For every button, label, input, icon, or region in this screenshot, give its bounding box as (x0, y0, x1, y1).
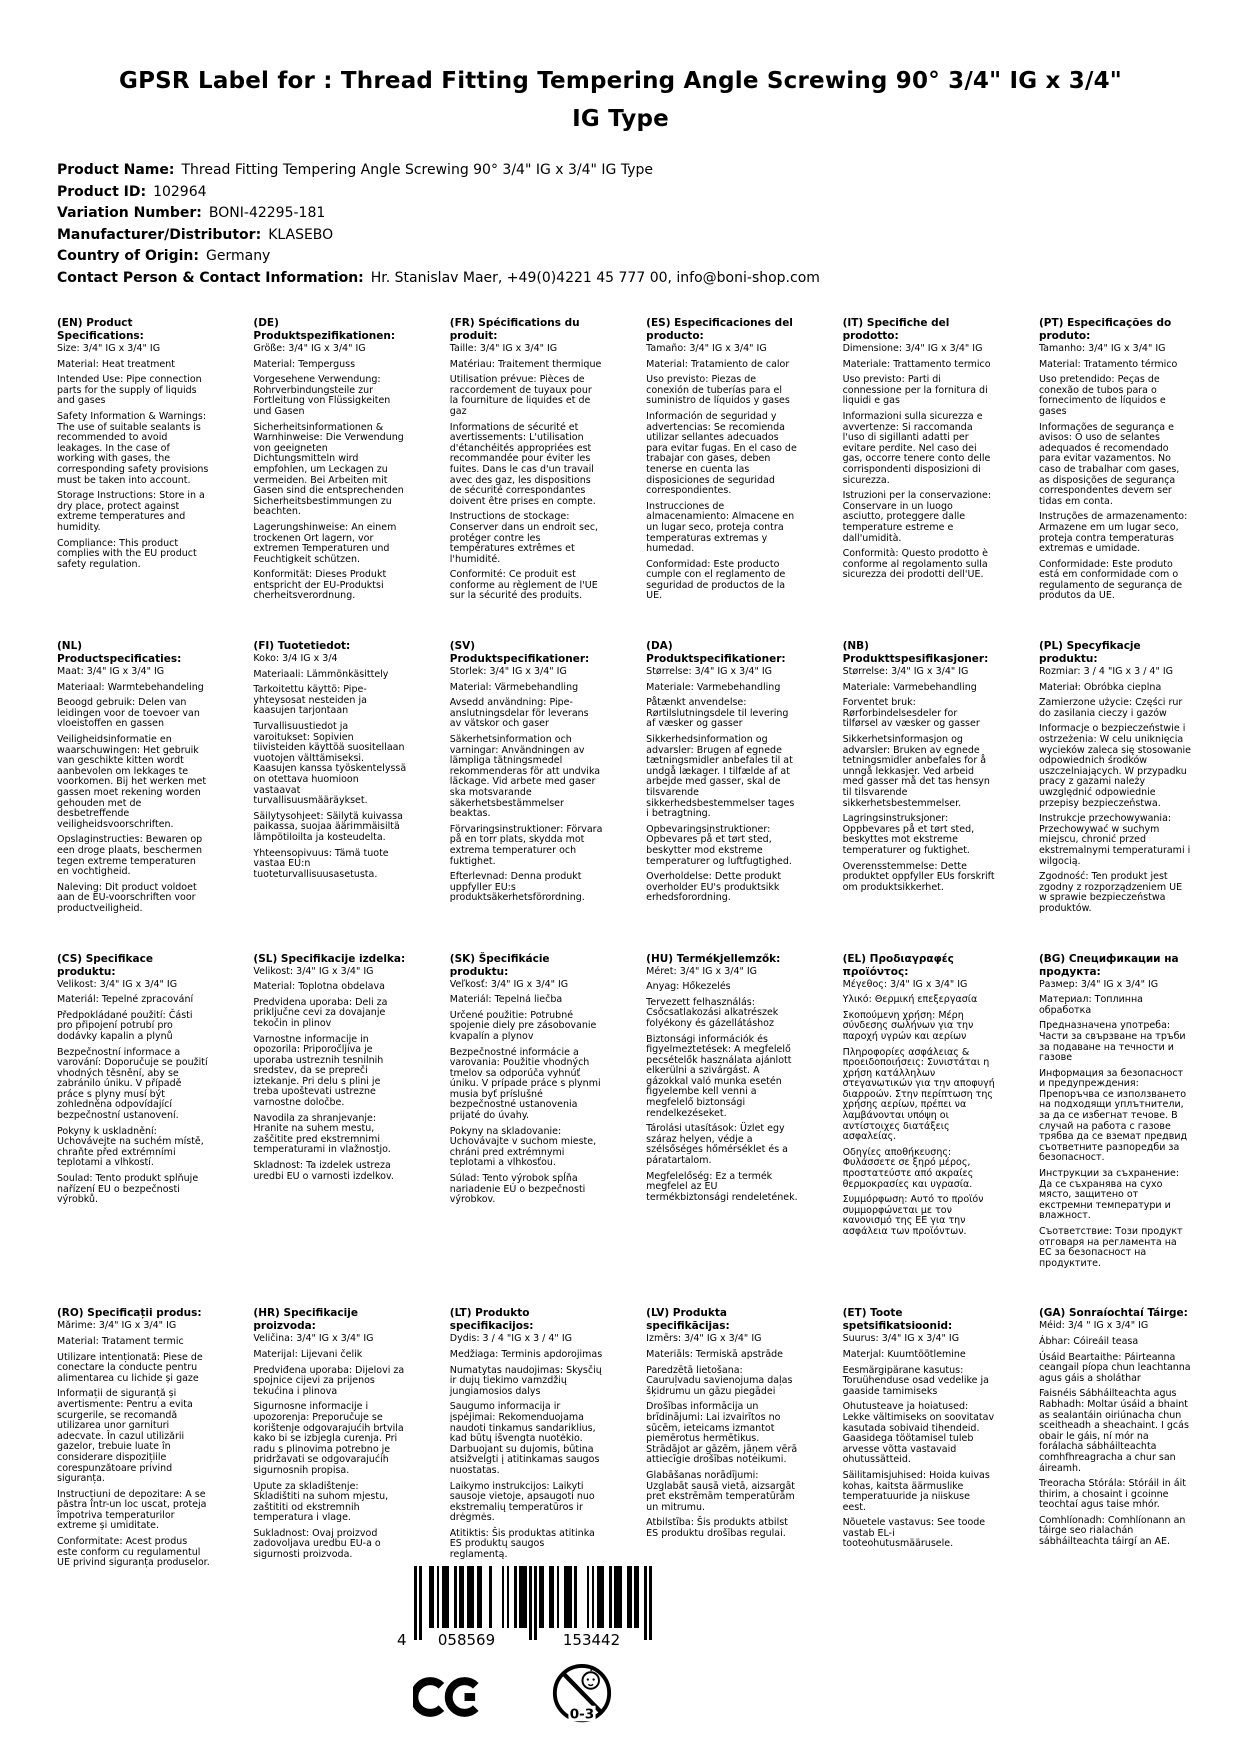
spec-paragraph: Soulad: Tento produkt splňuje nařízení EU o bezpečnosti výrobků. (57, 1173, 199, 1206)
spec-header: (GA) Sonraíochtaí Táirge: (1038, 1307, 1188, 1320)
spec-paragraph: Материал: Топлинна обработка (1038, 994, 1143, 1016)
spec-paragraph: Avsedd användning: Pipe-anslutningsdelar för leverans av vätskor och gaser (449, 697, 589, 730)
spec-paragraph: Bezpečnostní informace a varování: Doporučuje se použití vhodných těsnění, aby se zabránilo úniku. V případě práce s plyny musí být zohledněna odpovídající bezpečnostní ustanovení. (57, 1046, 208, 1122)
spec-paragraph: Инструкции за съхранение: Да се съхранява на сухо място, защитено от екстремни температури и влажност. (1038, 1168, 1180, 1222)
product-name-label: Product Name: (57, 162, 175, 178)
spec-paragraph: Opbevaringsinstruktioner: Opbevares på et tørt sted, beskytter mod ekstreme temperaturer og luftfugtighed. (646, 823, 792, 867)
spec-paragraph: Οδηγίες αποθήκευσης: Φυλάσσετε σε ξηρό μέρος, προστατεύστε από ακραίες θερμοκρασίες και υγρασία. (842, 1146, 974, 1190)
spec-paragraph: Material: Tratamiento de calor (646, 358, 790, 370)
product-id-value: 102964 (153, 183, 207, 200)
contact-value: Hr. Stanislav Maer, +49(0)4221 45 777 00, info@boni-shop.com (370, 269, 820, 286)
spec-paragraph: Materiale: Trattamento termico (842, 358, 991, 370)
barcode-bars (414, 1566, 652, 1640)
spec-paragraph: Størrelse: 3/4" IG x 3/4" IG (646, 666, 773, 678)
spec-paragraph: Съответствие: Този продукт отговаря на регламента на ЕС за безопасност на продуктите. (1038, 1226, 1183, 1269)
spec-paragraph: Säkerhetsinformation och varningar: Användningen av lämpliga tätningsmedel rekommenderas för att undvika läckage. Vid arbete med gaser ska motsvarande säkerhetsbestämmelser beaktas. (449, 734, 601, 820)
spec-paragraph: Intended Use: Pipe connection parts for the supply of liquids and gases (57, 374, 202, 407)
spec-paragraph: Predviđena uporaba: Dijelovi za spojnice cijevi za prijenos tekućina i plinova (253, 1364, 405, 1397)
spec-paragraph: Izmērs: 3/4" IG x 3/4" IG (646, 1333, 762, 1345)
spec-paragraph: Biztonsági információk és figyelmeztetések: A megfelelő pecsételők használata ajánlott elkerülni a szivárgást. A gázokkal való munka esetén figyelembe kell venni a megfelelő biztonsági rendelkezéseket. (646, 1033, 792, 1119)
spec-paragraph: Efterlevnad: Denna produkt uppfyller EU:s produktsäkerhetsförordning. (449, 871, 585, 904)
product-info (57, 160, 1241, 289)
product-info-row (57, 225, 1241, 247)
spec-paragraph: Uso previsto: Parti di connessione per la fornitura di liquidi e gas (842, 374, 988, 407)
spec-paragraph: Forventet bruk: Rørforbindelsesdeler for tilførsel av væsker og gasser (842, 697, 980, 730)
spec-paragraph: Navodila za shranjevanje: Hranite na suhem mestu, zaščitite pred ekstremnimi temperaturami in vlažnostjo. (253, 1112, 391, 1156)
spec-paragraph: Dydis: 3 / 4 "IG x 3 / 4" IG (449, 1333, 572, 1345)
spec-header: (SV) Produktspecifikationer: (449, 640, 590, 666)
spec-paragraph: Informații de siguranță și avertismente: Pentru a evita scurgerile, se recomandă utilizarea unor garnituri adecvate. În cazul utilizării gazelor, trebuie luate în considerare dispozițiile corespunzătoare privind siguranța. (57, 1388, 193, 1485)
spec-paragraph: Materiál: Tepelná liečba (449, 994, 563, 1006)
spec-paragraph: Veľkosť: 3/4" IG x 3/4" IG (449, 978, 569, 990)
spec-paragraph: Conformidade: Este produto está em conformidade com o regulamento de segurança de produtos da UE. (1038, 558, 1183, 602)
spec-paragraph: Súlad: Tento výrobok spĺňa nariadenie EÚ o bezpečnosti výrobkov. (449, 1173, 586, 1206)
spec-paragraph: Materijal: Lijevani čelik (253, 1348, 363, 1360)
barcode-digits-left: 058569 (437, 1631, 496, 1649)
spec-paragraph: Drošības informācija un brīdinājumi: Lai izvairītos no sūcēm, ieteicams izmantot piemērotus hermētikus. Strādājot ar gāzēm, jāņem vērā attiecīgie drošības noteikumi. (646, 1401, 798, 1466)
spec-header: (ES) Especificaciones del producto: (646, 317, 793, 342)
spec-paragraph: Předpokládané použití: Části pro připojení potrubí pro dodávky kapalin a plynů (57, 1009, 193, 1042)
spec-paragraph: Informazioni sulla sicurezza e avvertenze: Si raccomanda l'uso di sigillanti adatti per evitare perdite. Nel caso dei gas, occorre tenere conto delle corrispondenti disposizioni di sicurezza. (842, 410, 991, 486)
spec-paragraph: Size: 3/4" IG x 3/4" IG (57, 343, 161, 354)
spec-paragraph: Méret: 3/4" IG x 3/4" IG (646, 965, 758, 977)
barcode-digits-right: 153442 (562, 1631, 621, 1649)
spec-block-pt (1039, 317, 1192, 602)
product-info-row (57, 268, 1241, 290)
spec-header: (IT) Specifiche del prodotto: (842, 317, 950, 342)
spec-paragraph: Sigurnosne informacije i upozorenja: Preporučuje se korištenje odgovarajućih brtvila kako bi se izbjegla curenja. Pri radu s plinovima potrebno je pridržavati se odgovarajućih sigurnosnih propisa. (253, 1401, 404, 1476)
spec-block-da (646, 640, 799, 914)
spec-paragraph: Laikymo instrukcijos: Laikyti sausoje vietoje, apsaugoti nuo ekstremalių temperatūros ir drėgmės. (449, 1480, 595, 1524)
spec-paragraph: Предназначена употреба: Части за свързване на тръби за подаване на течности и газове (1038, 1020, 1186, 1064)
spec-paragraph: Utilizare intenționată: Piese de conectare la conducte pentru alimentarea cu lichide și gaze (57, 1351, 203, 1384)
spec-paragraph: Pokyny na skladovanie: Uchovávajte v suchom mieste, chráni pred extrémnymi teplotami a vlhkosťou. (449, 1125, 597, 1169)
spec-paragraph: Úsáid Beartaithe: Páirteanna ceangail píopa chun leachtanna agus gáis a sholáthar (1038, 1351, 1191, 1384)
spec-paragraph: Medžiaga: Terminis apdorojimas (449, 1348, 603, 1360)
barcode-module (649, 1566, 652, 1640)
spec-paragraph: Material: Toplotna obdelava (253, 981, 385, 993)
spec-header: (LT) Produkto specifikacijos: (449, 1307, 534, 1333)
spec-paragraph: Förvaringsinstruktioner: Förvara på en torr plats, skydda mot extrema temperaturer och fuktighet. (449, 823, 603, 867)
spec-paragraph: Tarkoitettu käyttö: Pipe-yhteysosat nesteiden ja kaasujen tarjontaan (253, 684, 367, 717)
spec-header: (PT) Especificações do produto: (1038, 317, 1172, 342)
spec-header: (CS) Specifikace produktu: (57, 952, 153, 978)
spec-paragraph: Material: Heat treatment (57, 358, 176, 370)
spec-paragraph: Safety Information & Warnings: The use of suitable sealants is recommended to avoid leakages. In the case of working with gases, the corresponding safety provisions must be taken into account. (57, 410, 209, 486)
spec-paragraph: Treoracha Stórála: Stóráil in áit thirim, a chosaint i gcoinne teochtaí agus taise mhór. (1038, 1478, 1186, 1511)
spec-paragraph: Nõuetele vastavus: See toode vastab EL-i tooteohutusmäärusele. (842, 1517, 986, 1550)
product-name-value: Thread Fitting Tempering Angle Screwing 90° 3/4" IG x 3/4" IG Type (181, 162, 654, 178)
spec-header: (DE) Produktspezifikationen: (253, 317, 396, 342)
spec-block-nb (843, 640, 996, 914)
spec-header: (LV) Produkta specifikācijas: (646, 1307, 730, 1333)
spec-paragraph: Sicherheitsinformationen & Warnhinweise: Die Verwendung von geeigneten Dichtungsmitteln wird empfohlen, um Leckagen zu vermeiden. Bei Arbeiten mit Gasen sind die entsprechenden Sicherheitsbestimmungen zu beachten. (253, 421, 404, 518)
spec-paragraph: Påtænkt anvendelse: Rørtilslutningsdele til levering af væsker og gasser (646, 697, 789, 730)
spec-block-bg (1039, 953, 1192, 1270)
manufacturer-label: Manufacturer/Distributor: (57, 226, 262, 243)
spec-paragraph: Beoogd gebruik: Delen van leidingen voor de toevoer van vloeistoffen en gassen (57, 697, 200, 730)
spec-paragraph: Velikost: 3/4" IG x 3/4" IG (57, 978, 178, 990)
spec-paragraph: Storage Instructions: Store in a dry place, protect against extreme temperatures and humidity. (57, 490, 205, 533)
spec-header: (SL) Specifikacije izdelka: (253, 952, 406, 965)
spec-block-sv (450, 640, 603, 914)
spec-paragraph: Atitiktis: Šis produktas atitinka ES produktų saugos reglamentą. (449, 1527, 595, 1561)
spec-paragraph: Größe: 3/4" IG x 3/4" IG (253, 343, 366, 354)
spec-paragraph: Συμμόρφωση: Αυτό το προϊόν συμμορφώνεται με τον κανονισμό της ΕΕ για την ασφάλεια των προϊόντων. (842, 1194, 984, 1237)
spec-paragraph: Materiał: Obróbka cieplna (1038, 681, 1162, 693)
spec-block-lv (646, 1307, 799, 1568)
spec-paragraph: Sikkerhedsinformation og advarsler: Brugen af egnede tætningsmidler anbefales til at undgå lækager. I tilfælde af at arbejde med gasser, skal de tilsvarende sikkerhedsbestemmelser tages i betragtning. (646, 734, 795, 820)
product-info-row (57, 203, 1241, 225)
spec-paragraph: Konformität: Dieses Produkt entspricht der EU-Produktsi cherheitsverordnung. (253, 569, 387, 602)
spec-paragraph: Vorgesehene Verwendung: Rohrverbindungsteile zur Fortleitung von Flüssigkeiten und Gasen (253, 374, 391, 417)
spec-block-it (843, 317, 996, 602)
contact-label: Contact Person & Contact Information: (57, 269, 364, 286)
spec-block-lt (450, 1307, 603, 1568)
spec-paragraph: Eesmärgipärane kasutus: Toruühenduse osad vedelike ja gaaside tamimiseks (842, 1364, 990, 1397)
spec-paragraph: Conformité: Ce produit est conforme au règlement de l'UE sur la sécurité des produits. (449, 569, 598, 602)
spec-paragraph: Mărime: 3/4" IG x 3/4" IG (57, 1320, 177, 1332)
spec-paragraph: Materiāls: Termiskā apstrāde (646, 1348, 784, 1360)
spec-paragraph: Πληροφορίες ασφάλειας & προειδοποιήσεις: Συνιστάται η χρήση κατάλληλων στεγανωτικών για την αποφυγή διαρροών. Στην περίπτωση της χρήσης αερίων, πρέπει να λαμβάνονται υπόψη οι αντίστοιχες διατάξεις ασφαλείας. (842, 1046, 995, 1143)
spec-paragraph: Tamaño: 3/4" IG x 3/4" IG (646, 343, 767, 354)
spec-paragraph: Material: Tratament termic (57, 1335, 184, 1347)
spec-header: (BG) Спецификации на продукта: (1038, 952, 1179, 978)
spec-block-hu (646, 953, 799, 1270)
spec-paragraph: Ohutusteave ja hoiatused: Lekke vältimiseks on soovitatav kasutada sobivaid tihendeid. Gaasidega töötamisel tuleb arvesse võtta vastavaid ohutussätteid. (842, 1401, 995, 1466)
spec-paragraph: Overholdelse: Dette produkt overholder EU's produktsikk erhedsforordning. (646, 871, 782, 904)
spec-paragraph: Informations de sécurité et avertissements: L'utilisation d'étanchéités appropriées est recommandée pour éviter les fuites. Dans le cas d'un travail avec des gaz, les dispositions de sécurité correspondantes doivent être prises en compte. (449, 421, 596, 507)
spec-paragraph: Materiaali: Lämmönkäsittely (253, 668, 389, 680)
spec-paragraph: Säilitamisjuhised: Hoida kuivas kohas, kaitsta äärmuslike temperatuuride ja niiskuse eest. (842, 1469, 990, 1513)
spec-paragraph: Naleving: Dit product voldoet aan de EU-voorschriften voor productveiligheid. (57, 881, 197, 914)
spec-header: (DA) Produktspecifikationer: (646, 640, 786, 666)
spec-block-ro (57, 1307, 210, 1568)
spec-paragraph: Material: Värmebehandling (449, 681, 579, 693)
spec-paragraph: Istruzioni per la conservazione: Conservare in un luogo asciutto, proteggere dalle temperature estreme e dall'umidità. (842, 490, 992, 544)
spec-paragraph: Opslaginstructies: Bewaren op een droge plaats, beschermen tegen extreme temperaturen en vochtigheid. (57, 834, 203, 878)
baby-face-icon (582, 1672, 598, 1688)
product-id-label: Product ID: (57, 183, 147, 200)
spec-paragraph: Materiale: Varmebehandling (646, 681, 781, 693)
spec-paragraph: Koko: 3/4 IG x 3/4 (253, 653, 338, 665)
spec-paragraph: Conformità: Questo prodotto è conforme al regolamento sulla sicurezza dei prodotti dell'UE. (842, 548, 988, 581)
spec-block-sl (253, 953, 406, 1270)
spec-paragraph: Informacje o bezpieczeństwie i ostrzeżenia: W celu uniknięcia wycieków zaleca się stosowanie odpowiednich środków uszczelniających. W przypadku pracy z gazami należy uwzględnić odpowiednie przepisy bezpieczeństwa. (1038, 723, 1191, 809)
variation-number-label: Variation Number: (57, 205, 202, 221)
spec-paragraph: Ábhar: Cóireáil teasa (1038, 1335, 1139, 1347)
spec-block-de (253, 317, 406, 602)
spec-paragraph: Storlek: 3/4" IG x 3/4" IG (449, 666, 567, 678)
spec-header: (HR) Specifikacije proizvoda: (253, 1307, 358, 1333)
spec-paragraph: Veličina: 3/4" IG x 3/4" IG (253, 1333, 374, 1345)
spec-paragraph: Veiligheidsinformatie en waarschuwingen: Het gebruik van geschikte kitten wordt aanbevolen om lekkages te voorkomen. Bij het werken met gassen moet rekening worden gehouden met de desbetreffende veiligheidsvoorschriften. (57, 734, 207, 830)
spec-paragraph: Conformitate: Acest produs este conform cu regulamentul UE privind siguranța produselor. (57, 1536, 210, 1569)
spec-paragraph: Dimensione: 3/4" IG x 3/4" IG (842, 343, 983, 354)
ce-mark-icon (413, 1670, 487, 1728)
product-info-row (57, 160, 1241, 182)
spec-paragraph: Yhteensopivuus: Tämä tuote vastaa EU:n tuoteturvallisuusasetusta. (253, 847, 389, 880)
spec-paragraph: Skladnost: Ta izdelek ustreza uredbi EU o varnosti izdelkov. (253, 1160, 394, 1182)
product-info-row (57, 246, 1241, 268)
spec-paragraph: Σκοπούμενη χρήση: Μέρη σύνδεσης σωλήνων για την παροχή υγρών και αερίων (842, 1009, 974, 1042)
barcode-digit-lead: 4 (397, 1631, 407, 1649)
spec-paragraph: Anyag: Hőkezelés (646, 981, 731, 993)
variation-number-value: BONI-42295-181 (208, 205, 326, 221)
spec-paragraph: Bezpečnostné informácie a varovania: Použitie vhodných tmelov sa odporúča vyhnúť úniku. V prípade práce s plynmi musia byť príslušné bezpečnostné ustanovenia prijaté do úvahy. (449, 1046, 601, 1122)
spec-block-fr (450, 317, 603, 602)
spec-block-cs (57, 953, 210, 1270)
spec-header: (SK) Špecifikácie produktu: (449, 952, 550, 978)
country-of-origin-value: Germany (206, 248, 271, 264)
spec-paragraph: Material: Tratamento térmico (1038, 358, 1178, 370)
age-warning-label: 0-3 (569, 1706, 595, 1723)
spec-block-en (57, 317, 210, 602)
spec-paragraph: Conformidad: Este producto cumple con el reglamento de seguridad de productos de la UE. (646, 558, 786, 602)
page-title: GPSR Label for : Thread Fitting Tempering Angle Screwing 90° 3/4" IG x 3/4" IG Type (119, 68, 1122, 132)
spec-paragraph: Utilisation prévue: Pièces de raccordement de tuyaux pour la fourniture de liquides et de gaz (449, 374, 592, 417)
spec-block-pl (1039, 640, 1192, 914)
spec-paragraph: Numatytas naudojimas: Skysčių ir dujų tiekimo vamzdžių jungiamosios dalys (449, 1364, 602, 1397)
spec-paragraph: Lagerungshinweise: An einem trockenen Ort lagern, vor extremen Temperaturen und Feuchtigkeit schützen. (253, 521, 397, 565)
spec-paragraph: Určené použitie: Potrubné spojenie diely pre zásobovanie kvapalín a plynov (449, 1009, 597, 1042)
spec-paragraph: Saugumo informacija ir įspėjimai: Rekomenduojama naudoti tinkamus sandariklius, kad būtų išvengta nuotėkio. Darbuojant su dujomis, būtina atsižvelgti į atitinkamas saugos nuostatas. (449, 1401, 600, 1476)
spec-paragraph: Rozmiar: 3 / 4 "IG x 3 / 4" IG (1038, 666, 1174, 678)
spec-paragraph: Turvallisuustiedot ja varoitukset: Sopivien tiivisteiden käyttöä suositellaan vuotojen välttämiseksi. Kaasujen kanssa työskentelyssä on otettava huomioon vastaavat turvallisuusmääräykset. (253, 721, 407, 807)
spec-paragraph: Upute za skladištenje: Skladištiti na suhom mjestu, zaštititi od ekstremnih temperatura i vlage. (253, 1480, 389, 1524)
spec-block-nl (57, 640, 210, 914)
spec-paragraph: Zgodność: Ten produkt jest zgodny z rozporządzeniem UE w sprawie bezpieczeństwa produktów. (1038, 871, 1183, 914)
spec-paragraph: Información de seguridad y advertencias: Se recomienda utilizar sellantes adecuados para evitar fugas. En el caso de trabajar con gases, deben tenerse en cuenta las disposiciones de seguridad correspondientes. (646, 410, 797, 497)
country-of-origin-label: Country of Origin: (57, 248, 199, 264)
spec-header: (ET) Toote spetsifikatsioonid: (842, 1307, 953, 1333)
spec-paragraph: Materjal: Kuumtöötlemine (842, 1348, 966, 1360)
spec-paragraph: Υλικό: Θερμική επεξεργασία (842, 994, 978, 1006)
spec-paragraph: Taille: 3/4" IG x 3/4" IG (449, 343, 558, 354)
spec-paragraph: Säilytysohjeet: Säilytä kuivassa paikassa, suojaa äärimmäisiltä lämpötiloilta ja kosteudelta. (253, 810, 403, 843)
spec-paragraph: Uso pretendido: Peças de conexão de tubos para o fornecimento de líquidos e gases (1038, 374, 1166, 417)
spec-paragraph: Instrukcje przechowywania: Przechowywać w suchym miejscu, chronić przed ekstremalnymi temperaturami i wilgocią. (1038, 813, 1191, 867)
spec-block-el (843, 953, 996, 1270)
spec-paragraph: Glabāšanas norādījumi: Uzglabāt sausā vietā, aizsargāt pret ekstrēmām temperatūrām un mitrumu. (646, 1469, 796, 1513)
spec-paragraph: Megfelelőség: Ez a termék megfelel az EU termékbiztonsági rendeletének. (646, 1170, 798, 1203)
spec-paragraph: Μέγεθος: 3/4" IG x 3/4" IG (842, 978, 968, 990)
spec-paragraph: Predvidena uporaba: Deli za priključne cevi za dovajanje tekočin in plinov (253, 996, 388, 1029)
spec-block-et (843, 1307, 996, 1568)
spec-header: (EL) Προδιαγραφές προϊόντος: (842, 952, 954, 978)
spec-paragraph: Sikkerhetsinformasjon og advarsler: Bruken av egnede tetningsmidler anbefales for å unngå lekkasjer. Ved arbeid med gasser må det tas hensyn til tilsvarende sikkerhetsbestemmelser. (842, 734, 990, 809)
manufacturer-value: KLASEBO (268, 226, 334, 243)
spec-paragraph: Instrucțiuni de depozitare: A se păstra într-un loc uscat, proteja împotriva temperaturilor extreme și umiditate. (57, 1488, 207, 1532)
spec-paragraph: Velikost: 3/4" IG x 3/4" IG (253, 965, 374, 977)
spec-header: (HU) Termékjellemzők: (646, 952, 781, 965)
spec-paragraph: Materiál: Tepelné zpracování (57, 994, 194, 1006)
spec-paragraph: Tervezett felhasználás: Csőcsatlakozási alkatrészek folyékony és gázellátáshoz (646, 996, 779, 1029)
spec-paragraph: Materiale: Varmebehandling (842, 681, 977, 693)
spec-paragraph: Suurus: 3/4" IG x 3/4" IG (842, 1333, 960, 1345)
spec-paragraph: Instructions de stockage: Conserver dans un endroit sec, protéger contre les températures extrêmes et l'humidité. (449, 511, 599, 565)
spec-paragraph: Instruções de armazenamento: Armazene em um lugar seco, proteja contra temperaturas extremas e umidade. (1038, 511, 1188, 555)
spec-header: (EN) Product Specifications: (57, 317, 144, 342)
spec-paragraph: Compliance: This product complies with the EU product safety regulation. (57, 537, 197, 570)
barcode (397, 1566, 652, 1649)
spec-paragraph: Размер: 3/4" IG x 3/4" IG (1038, 978, 1159, 990)
spec-paragraph: Maat: 3/4" IG x 3/4" IG (57, 666, 165, 678)
spec-header: (NL) Productspecificaties: (57, 640, 182, 666)
spec-paragraph: Sukladnost: Ovaj proizvod zadovoljava uredbu EU-a o sigurnosti proizvoda. (253, 1527, 381, 1561)
spec-block-hr (253, 1307, 406, 1568)
spec-paragraph: Overensstemmelse: Dette produktet oppfyller EUs forskrift om produktsikkerhet. (842, 860, 995, 893)
spec-paragraph: Instrucciones de almacenamiento: Almacene en un lugar seco, proteja contra temperaturas extremas y humedad. (646, 500, 795, 555)
spec-paragraph: Информация за безопасност и предупреждения: Препоръчва се използването на подходящи уплътнители, за да се избегнат течове. В случай на работа с газове трябва да се вземат предвид съответните разпоредби за безопасност. (1038, 1067, 1188, 1164)
spec-paragraph: Paredzētā lietošana: Cauruļvadu savienojuma daļas šķidrumu un gāzu piegādei (646, 1364, 793, 1397)
spec-header: (RO) Specificații produs: (57, 1307, 202, 1320)
spec-paragraph: Atbilstība: Šis produkts atbilst ES produktu drošības regulai. (646, 1517, 788, 1539)
barcode-digits (397, 1631, 652, 1649)
spec-paragraph: Størrelse: 3/4" IG x 3/4" IG (842, 666, 969, 678)
spec-paragraph: Informações de segurança e avisos: O uso de selantes adequados é recomendado para evitar vazamentos. No caso de trabalhar com gases, as disposições de segurança correspondentes devem ser tidas em conta. (1038, 421, 1180, 507)
spec-paragraph: Materiaal: Warmtebehandeling (57, 681, 204, 693)
spec-paragraph: Méid: 3/4 " IG x 3/4" IG (1038, 1320, 1149, 1332)
spec-block-es (646, 317, 799, 602)
age-warning-0-3-icon (550, 1658, 614, 1740)
spec-paragraph: Zamierzone użycie: Części rur do zasilania cieczy i gazów (1038, 697, 1183, 719)
spec-header: (FR) Spécifications du produit: (449, 317, 580, 342)
spec-paragraph: Faisnéis Sábháilteachta agus Rabhadh: Moltar úsáid a bhaint as sealantáin oiriúnacha chun sceitheadh a sheachaint. I gcás obair le gáis, ní mór na forálacha sábháilteachta comhfhreagracha a chur san áireamh. (1038, 1388, 1189, 1474)
spec-header: (FI) Tuotetiedot: (253, 640, 351, 653)
spec-block-ga (1039, 1307, 1192, 1568)
spec-header: (NB) Produkttspesifikasjoner: (842, 640, 989, 666)
spec-block-fi (253, 640, 406, 914)
spec-paragraph: Tárolási utasítások: Üzlet egy száraz helyen, védje a szélsőséges hőmérséklet és a páratartalom. (646, 1123, 788, 1167)
spec-paragraph: Material: Temperguss (253, 358, 356, 370)
spec-block-sk (450, 953, 603, 1270)
product-info-row (57, 182, 1241, 204)
spec-paragraph: Varnostne informacije in opozorila: Priporočljiva je uporaba ustreznih tesnilnih sredstev, da se prepreči iztekanje. Pri delu s plini je treba upoštevati ustrezne varnostne določbe. (253, 1033, 384, 1109)
language-grid (57, 317, 1192, 1569)
spec-paragraph: Pokyny k uskladnění: Uchovávejte na suchém místě, chraňte před extrémními teplotami a vlhkostí. (57, 1125, 204, 1169)
spec-paragraph: Tamanho: 3/4" IG x 3/4" IG (1038, 343, 1166, 354)
spec-paragraph: Comhlíonadh: Comhlíonann an táirge seo rialachán sábháilteachta táirgí an AE. (1038, 1514, 1186, 1548)
spec-paragraph: Matériau: Traitement thermique (449, 358, 602, 370)
spec-paragraph: Uso previsto: Piezas de conexión de tuberías para el suministro de líquidos y gases (646, 374, 790, 407)
spec-header: (PL) Specyfikacje produktu: (1038, 640, 1141, 666)
spec-paragraph: Lagringsinstruksjoner: Oppbevares på et tørt sted, beskyttes mot ekstreme temperaturer og fuktighet. (842, 813, 975, 856)
